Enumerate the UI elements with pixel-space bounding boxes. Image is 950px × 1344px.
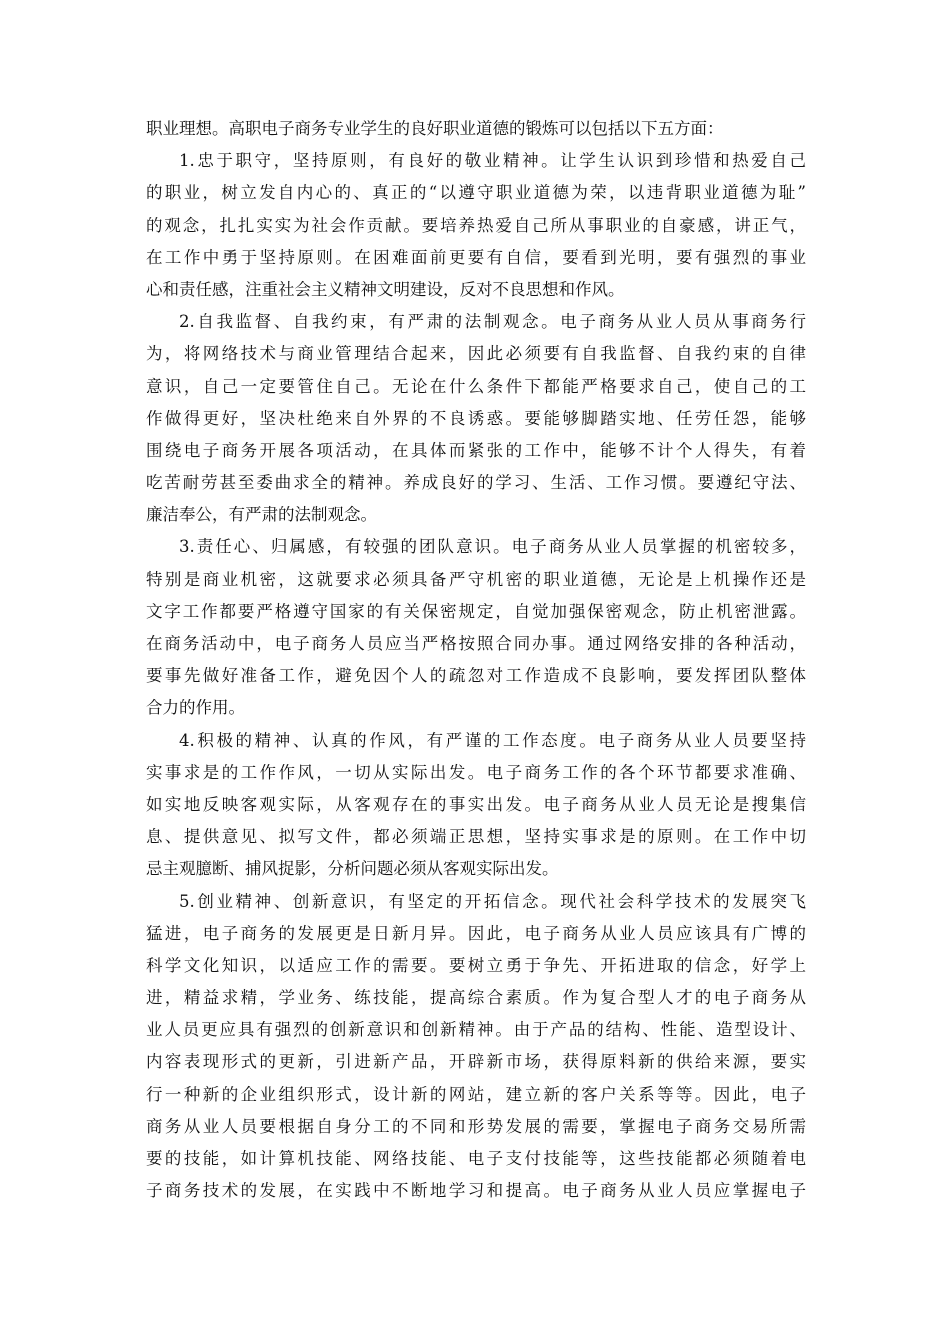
document-body	[146, 113, 806, 1207]
text-line: 5.创业精神、创新意识，有坚定的开拓信念。现代社会科学技术的发展突飞	[179, 891, 806, 911]
text-line: 要事先做好准备工作，避免因个人的疏忽对工作造成不良影响，要发挥团队整体	[146, 666, 806, 686]
text-line: 合力的作用。	[146, 698, 245, 718]
text-line: 为，将网络技术与商业管理结合起来，因此必须要有自我监督、自我约束的自律	[146, 344, 806, 364]
text-line: 科学文化知识，以适应工作的需要。要树立勇于争先、开拓进取的信念，好学上	[146, 955, 806, 975]
text-line: 3.责任心、归属感，有较强的团队意识。电子商务从业人员掌握的机密较多，	[179, 537, 806, 557]
text-line: 子商务技术的发展，在实践中不断地学习和提高。电子商务从业人员应掌握电子	[146, 1181, 806, 1201]
paragraph-item-2	[146, 306, 806, 531]
text-line: 内容表现形式的更新，引进新产品，开辟新市场，获得原料新的供给来源，要实	[146, 1052, 806, 1072]
text-line: 1.忠于职守，坚持原则，有良好的敬业精神。让学生认识到珍惜和热爱自己	[179, 151, 806, 171]
text-line: 业人员更应具有强烈的创新意识和创新精神。由于产品的结构、性能、造型设计、	[146, 1020, 806, 1040]
text-line: 意识，自己一定要管住自己。无论在什么条件下都能严格要求自己，使自己的工	[146, 376, 806, 396]
text-line: 围绕电子商务开展各项活动，在具体而紧张的工作中，能够不计个人得失，有着	[146, 440, 806, 460]
text-line: 息、提供意见、拟写文件，都必须端正思想，坚持实事求是的原则。在工作中切	[146, 827, 806, 847]
text-line: 的观念，扎扎实实为社会作贡献。要培养热爱自己所从事职业的自豪感，讲正气，	[146, 215, 806, 235]
text-line: 在工作中勇于坚持原则。在困难面前更要有自信，要看到光明，要有强烈的事业	[146, 247, 806, 267]
text-line: 职业理想。高职电子商务专业学生的良好职业道德的锻炼可以包括以下五方面：	[146, 119, 724, 138]
text-line: 在商务活动中，电子商务人员应当严格按照合同办事。通过网络安排的各种活动，	[146, 634, 806, 653]
text-line: 4.积极的精神、认真的作风，有严谨的工作态度。电子商务从业人员要坚持	[179, 730, 806, 750]
text-line: 实事求是的工作作风，一切从实际出发。电子商务工作的各个环节都要求准确、	[146, 762, 806, 782]
text-line: 吃苦耐劳甚至委曲求全的精神。养成良好的学习、生活、工作习惯。要遵纪守法、	[146, 473, 806, 493]
paragraph-item-3	[146, 531, 806, 724]
paragraph-item-4	[146, 725, 806, 886]
text-line: 如实地反映客观实际，从客观存在的事实出发。电子商务从业人员无论是搜集信	[146, 794, 806, 814]
text-line: 廉洁奉公，有严肃的法制观念。	[146, 505, 377, 525]
text-line: 要的技能，如计算机技能、网络技能、电子支付技能等，这些技能都必须随着电	[146, 1149, 806, 1168]
text-line: 猛进，电子商务的发展更是日新月异。因此，电子商务从业人员应该具有广博的	[146, 923, 806, 943]
paragraph-item-1	[146, 145, 806, 306]
text-line: 进，精益求精，学业务、练技能，提高综合素质。作为复合型人才的电子商务从	[146, 988, 806, 1008]
text-line: 特别是商业机密，这就要求必须具备严守机密的职业道德，无论是上机操作还是	[146, 569, 806, 589]
text-line: 作做得更好，坚决杜绝来自外界的不良诱惑。要能够脚踏实地、任劳任怨，能够	[146, 408, 806, 428]
text-line: 文字工作都要严格遵守国家的有关保密规定，自觉加强保密观念，防止机密泄露。	[146, 601, 806, 621]
text-line: 忌主观臆断、捕风捉影，分析问题必须从客观实际出发。	[146, 859, 559, 879]
text-line: 商务从业人员要根据自身分工的不同和形势发展的需要，掌握电子商务交易所需	[146, 1116, 806, 1136]
paragraph-intro	[146, 113, 806, 145]
text-line: 心和责任感，注重社会主义精神文明建设，反对不良思想和作风。	[146, 279, 625, 299]
paragraph-item-5	[146, 886, 806, 1208]
text-line: 2.自我监督、自我约束，有严肃的法制观念。电子商务从业人员从事商务行	[179, 312, 806, 332]
text-line: 行一种新的企业组织形式，设计新的网站，建立新的客户关系等等。因此，电子	[146, 1084, 806, 1104]
text-line: 的职业，树立发自内心的、真正的“以遵守职业道德为荣，以违背职业道德为耻”	[146, 183, 806, 203]
